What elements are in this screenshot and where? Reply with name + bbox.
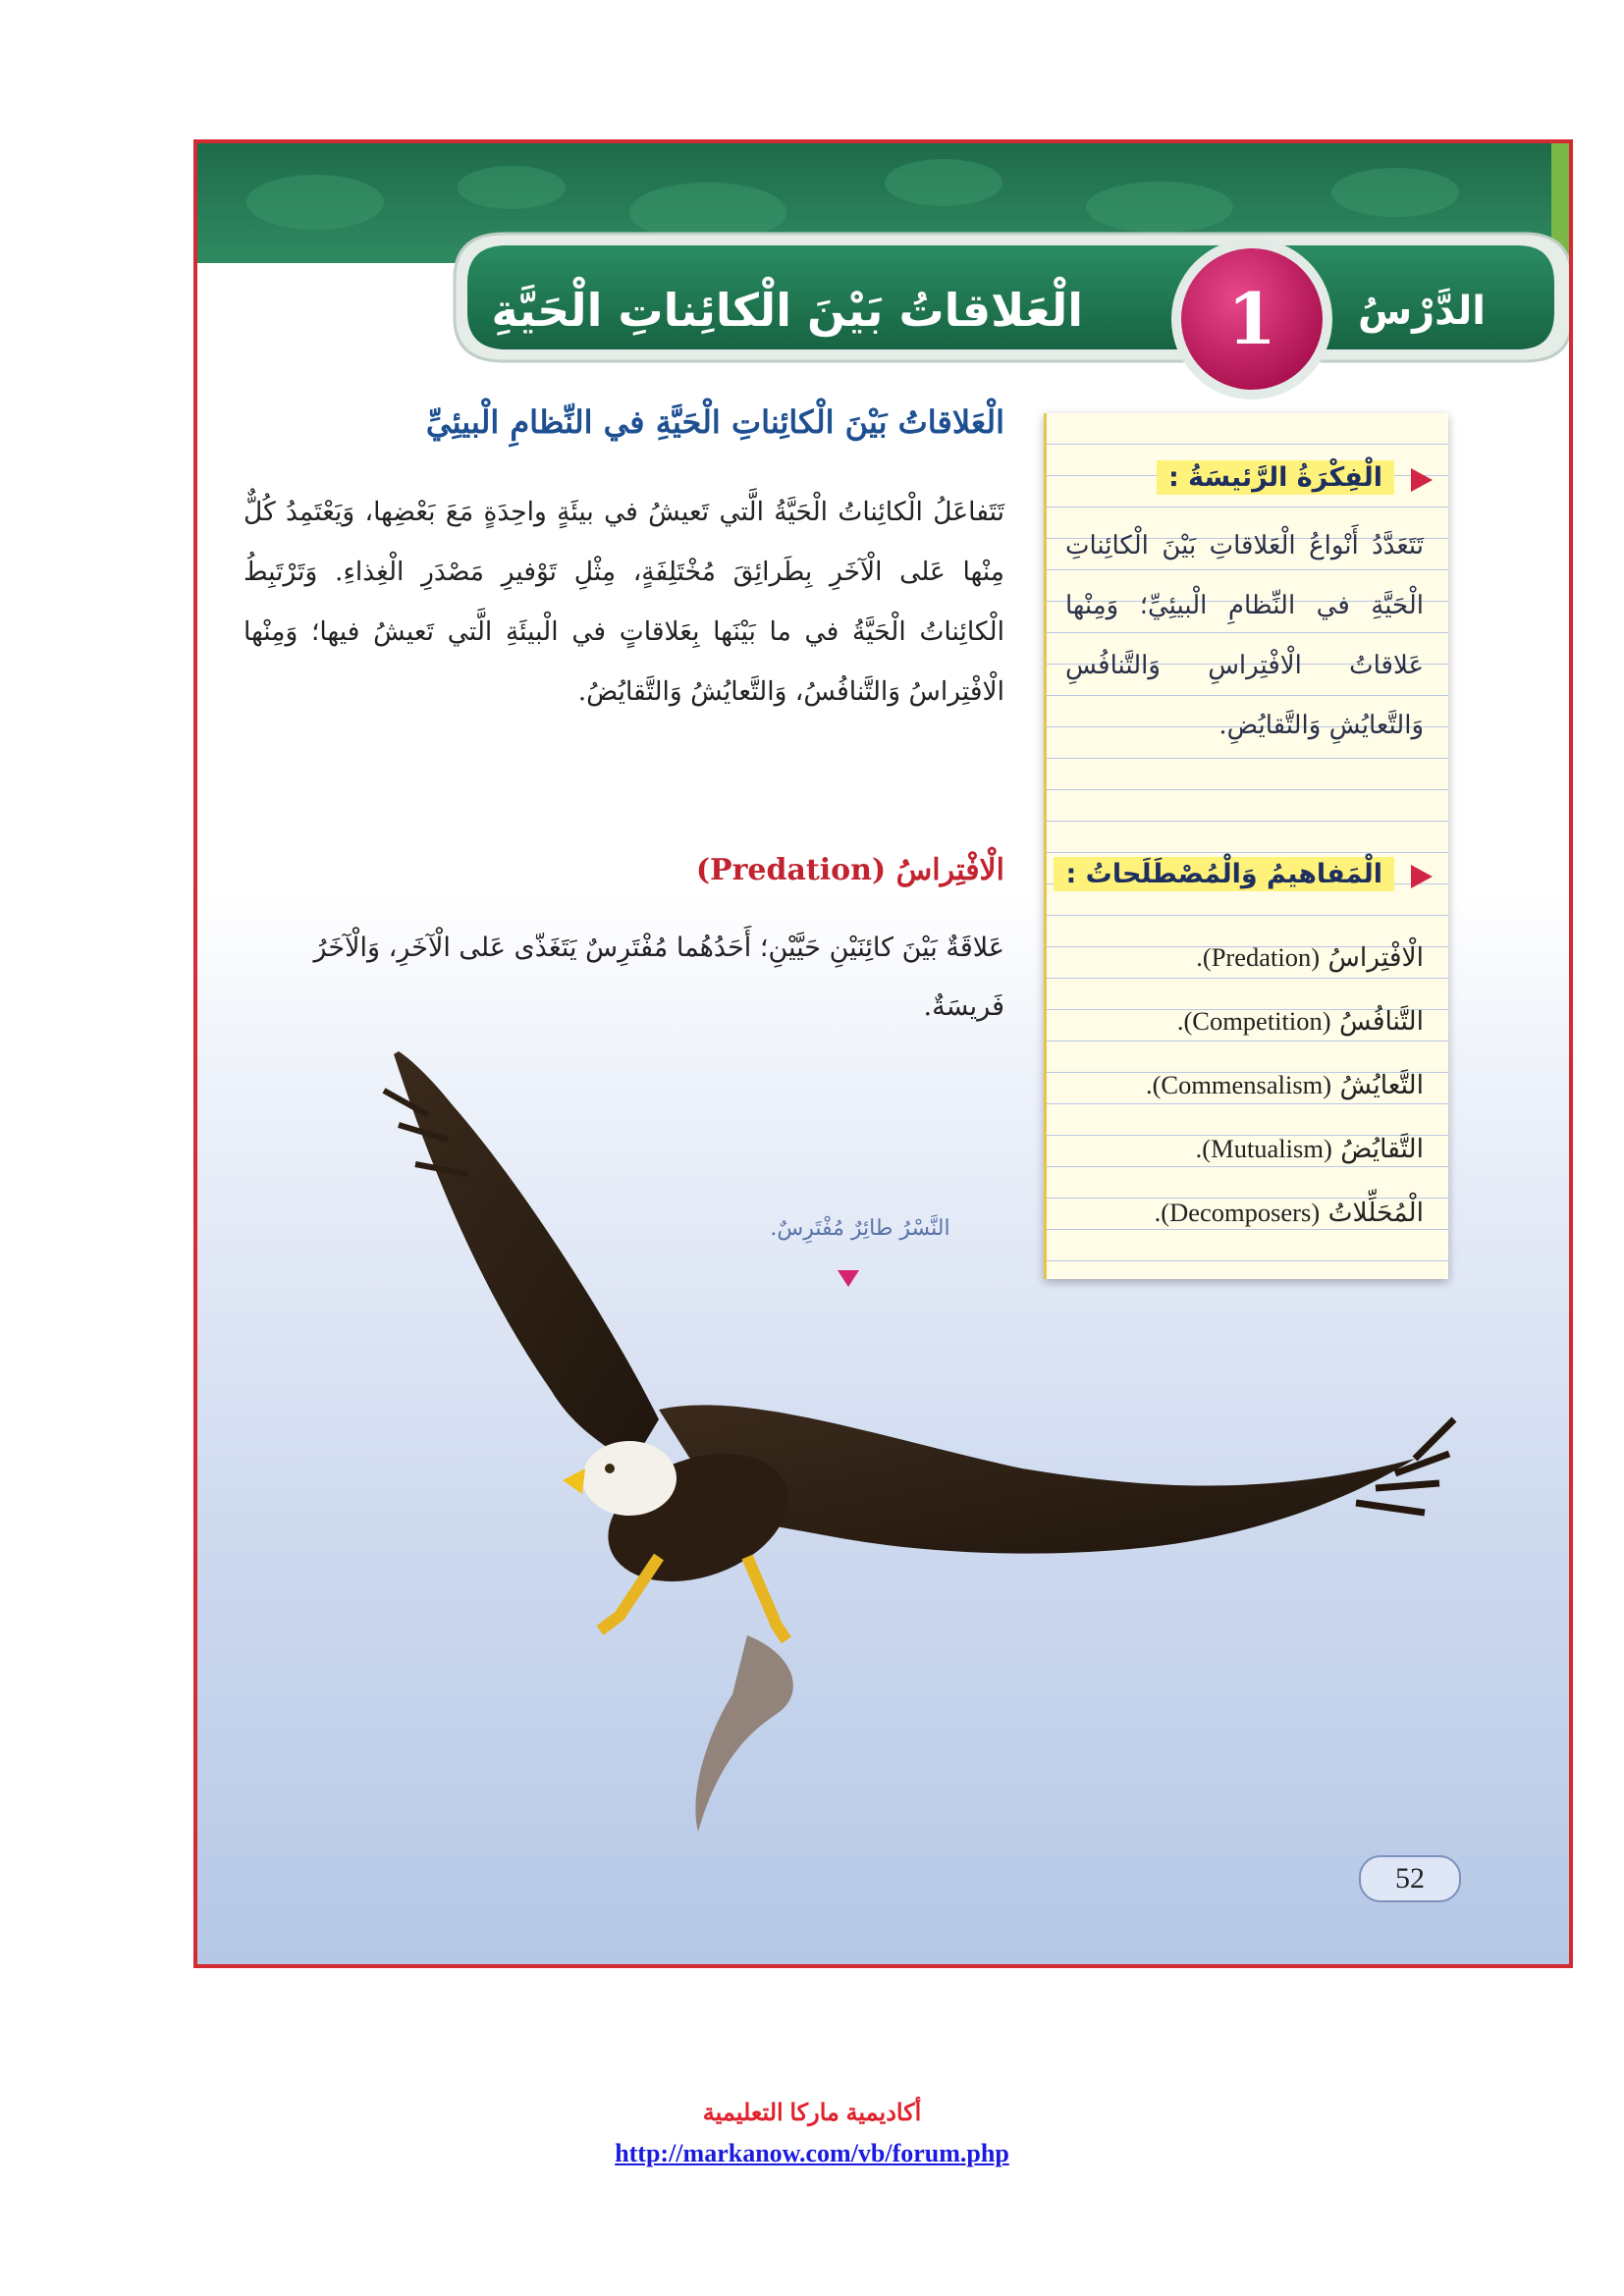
predation-heading-english: (Predation) xyxy=(695,853,887,887)
term-item: الْمُحَلِّلاتُ (Decomposers). xyxy=(1154,1198,1424,1228)
term-item: التَّنافُسُ (Competition). xyxy=(1176,1006,1424,1037)
section-heading: الْعَلاقاتُ بَيْنَ الْكائِناتِ الْحَيَّةِ في النِّظامِ الْبيئِيِّ xyxy=(425,403,1004,441)
term-item: التَّقايُضُ (Mutualism). xyxy=(1195,1134,1424,1164)
terms-list xyxy=(1060,926,1424,1245)
concepts-arrow-icon xyxy=(1411,865,1433,888)
sidebar-notebook xyxy=(1044,413,1448,1279)
predation-heading-arabic: الْافْتِراسُ xyxy=(895,853,1004,887)
textbook-page xyxy=(193,139,1573,1968)
lesson-label: الدَّرْسُ xyxy=(1357,289,1486,334)
concepts-label: الْمَفاهيمُ وَالْمُصْطَلَحاتُ : xyxy=(1054,857,1394,891)
term-item: التَّعايُشُ (Commensalism). xyxy=(1145,1070,1424,1100)
lesson-title: الْعَلاقاتُ بَيْنَ الْكائِناتِ الْحَيَّةِ xyxy=(491,284,1083,337)
photo-caption: النَّسْرُ طائِرٌ مُفْتَرِسٌ. xyxy=(770,1216,950,1241)
caption-arrow-icon xyxy=(838,1270,859,1287)
term-item: الْافْتِراسُ (Predation). xyxy=(1196,942,1424,973)
main-idea-text: تَتَعَدَّدُ أَنْواعُ الْعَلاقاتِ بَيْنَ الْكائِناتِ الْحَيَّةِ في النِّظامِ الْبيئِيِّ؛ وَمِنْها عَلاقاتُ الْافْتِراسِ وَالتَّنافُسِ وَالتَّعايُشِ وَالتَّقايُضِ. xyxy=(1065,531,1424,740)
footer-forum-link[interactable]: http://markanow.com/vb/forum.php xyxy=(615,2139,1009,2167)
page-number: 52 xyxy=(1359,1855,1461,1902)
lesson-number: 1 xyxy=(1226,277,1277,360)
intro-paragraph: تَتَفاعَلُ الْكائِناتُ الْحَيَّةُ الَّتي تَعيشُ في بيئَةٍ واحِدَةٍ مَعَ بَعْضِها، وَيَعْتَمِدُ كُلٌّ مِنْها عَلى الْآخَرِ بِطَرائِقَ مُخْتَلِفَةٍ، مِثْلِ تَوْفيرِ مَصْدَرِ الْغِذاءِ. وَتَرْتَبِطُ الْكائِناتُ الْحَيَّةُ في ما بَيْنَها بِعَلاقاتٍ في الْبيئَةِ الَّتي تَعيشُ فيها؛ وَمِنْها الْافْتِراسُ وَالتَّنافُسُ، وَالتَّعايُشُ وَالتَّقايُضُ. xyxy=(244,497,1004,707)
main-idea-label: الْفِكْرَةُ الرَّئيسَةُ : xyxy=(1157,460,1394,495)
main-idea-arrow-icon xyxy=(1411,468,1433,492)
predation-definition: عَلاقَةٌ بَيْنَ كائِنَيْنِ حَيَّيْنِ؛ أَحَدُهُما مُفْتَرِسٌ يَتَغَذّى عَلى الْآخَرِ، وَالْآخَرُ فَريسَةٌ. xyxy=(313,933,1004,1022)
footer-academy-name: أكاديمية ماركا التعليمية xyxy=(702,2100,922,2126)
